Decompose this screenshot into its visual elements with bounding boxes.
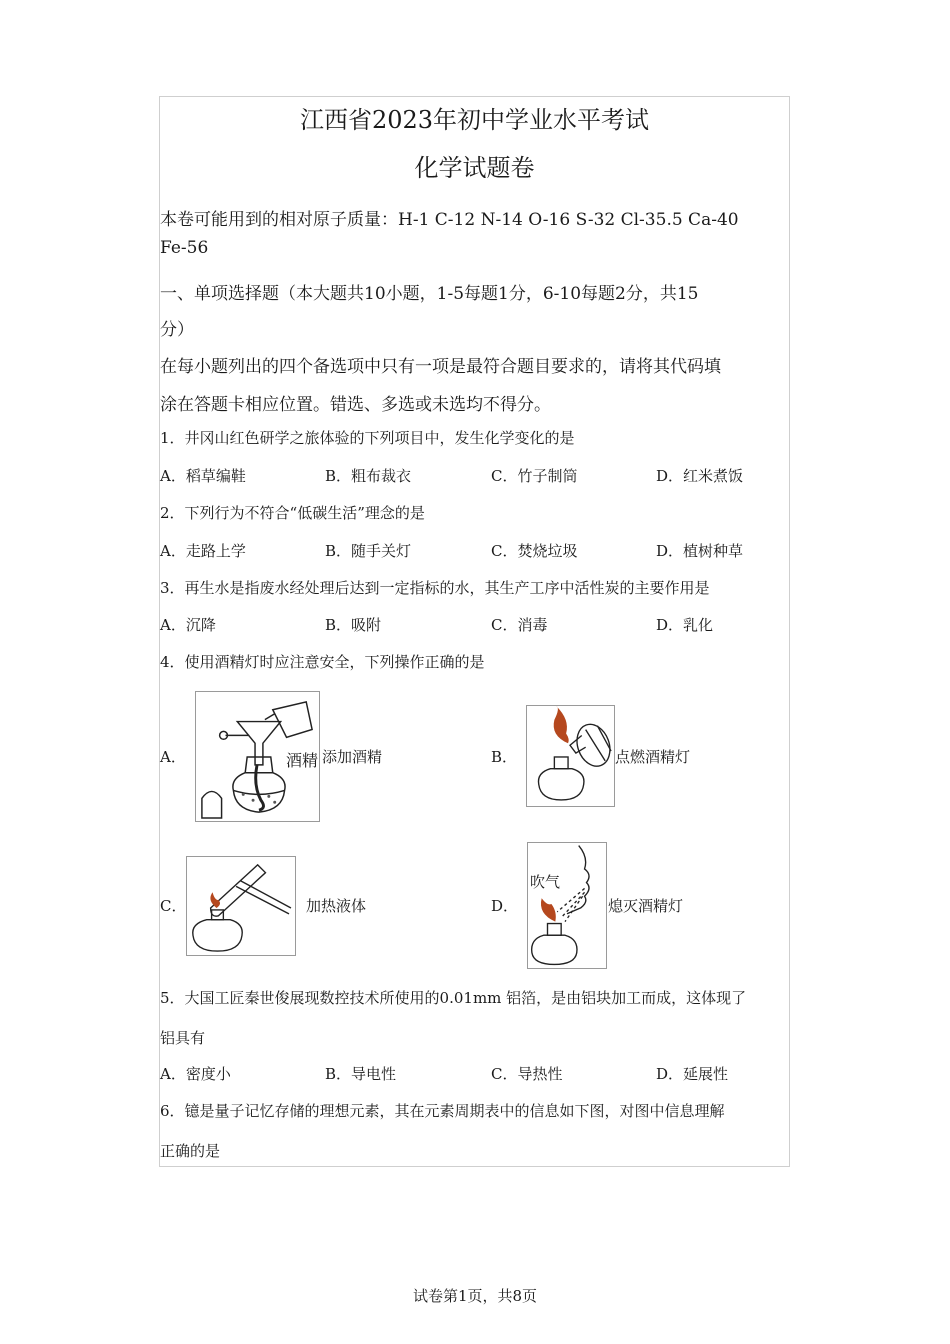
exam-title: 江西省2023年初中学业水平考试 <box>299 106 650 134</box>
question-3-option-a[interactable]: A．沉降 <box>160 616 216 634</box>
atomic-mass-line-1: 本卷可能用到的相对原子质量：H-1 C-12 N-14 O-16 S-32 Cl-35.5 Ca-40 <box>160 210 739 230</box>
section-heading-line-1: 一、单项选择题（本大题共10小题，1-5每题1分，6-10每题2分，共15 <box>160 284 699 304</box>
extinguish-lamp-figure <box>527 842 607 969</box>
flame-shape <box>541 898 556 921</box>
question-1-option-a[interactable]: A．稻草编鞋 <box>160 467 246 485</box>
question-4-option-a-letter[interactable]: A． <box>160 748 186 766</box>
question-3-option-c[interactable]: C．消毒 <box>491 616 548 634</box>
question-4-option-c-letter[interactable]: C． <box>160 897 187 915</box>
light-lamp-figure <box>526 705 615 807</box>
question-4-option-b-letter[interactable]: B． <box>491 748 518 766</box>
question-6-stem-line-2: 正确的是 <box>160 1142 221 1160</box>
question-5-option-d[interactable]: D．延展性 <box>656 1065 729 1083</box>
question-4-option-c-caption: 加热液体 <box>306 897 367 915</box>
question-5-stem-line-1: 5．大国工匠秦世俊展现数控技术所使用的0.01mm 铝箔，是由铝块加工而成，这体现了 <box>160 989 747 1007</box>
heat-liquid-illustration <box>187 857 295 955</box>
question-2-option-b[interactable]: B．随手关灯 <box>325 542 412 560</box>
question-4-option-b-caption: 点燃酒精灯 <box>615 748 691 766</box>
question-1-option-b[interactable]: B．粗布裁衣 <box>325 467 412 485</box>
question-1-stem: 1．井冈山红色研学之旅体验的下列项目中，发生化学变化的是 <box>160 429 575 447</box>
heat-liquid-figure <box>186 856 296 956</box>
flame-shape <box>554 706 569 743</box>
atomic-mass-line-2: Fe-56 <box>160 238 209 258</box>
exam-subtitle: 化学试题卷 <box>414 154 535 182</box>
question-1-option-d[interactable]: D．红米煮饭 <box>656 467 744 485</box>
question-4-option-d-letter[interactable]: D． <box>491 897 519 915</box>
question-6-stem-line-1: 6．镱是量子记忆存储的理想元素，其在元素周期表中的信息如下图，对图中信息理解 <box>160 1102 725 1120</box>
question-4-option-d-caption: 熄灭酒精灯 <box>608 897 684 915</box>
question-4-stem: 4．使用酒精灯时应注意安全，下列操作正确的是 <box>160 653 485 671</box>
question-5-stem-line-2: 铝具有 <box>160 1029 206 1047</box>
question-2-option-c[interactable]: C．焚烧垃圾 <box>491 542 578 560</box>
question-2-option-d[interactable]: D．植树种草 <box>656 542 744 560</box>
question-1-option-c[interactable]: C．竹子制筒 <box>491 467 578 485</box>
question-2-stem: 2．下列行为不符合“低碳生活”理念的是 <box>160 504 425 522</box>
add-alcohol-figure <box>195 691 320 822</box>
blow-label: 吹气 <box>530 873 561 891</box>
question-2-option-a[interactable]: A．走路上学 <box>160 542 246 560</box>
alcohol-label: 酒精 <box>286 751 319 770</box>
section-heading-line-2: 分） <box>160 320 194 340</box>
question-5-option-b[interactable]: B．导电性 <box>325 1065 397 1083</box>
extinguish-lamp-illustration <box>528 843 606 968</box>
question-3-option-d[interactable]: D．乳化 <box>656 616 714 634</box>
question-5-option-c[interactable]: C．导热性 <box>491 1065 563 1083</box>
question-3-option-b[interactable]: B．吸附 <box>325 616 382 634</box>
question-3-stem: 3．再生水是指废水经处理后达到一定指标的水，其生产工序中活性炭的主要作用是 <box>160 579 710 597</box>
question-5-option-a[interactable]: A．密度小 <box>160 1065 231 1083</box>
page-footer: 试卷第1页，共8页 <box>412 1287 538 1305</box>
section-instructions-line-2: 涂在答题卡相应位置。错选、多选或未选均不得分。 <box>160 395 551 415</box>
light-lamp-illustration <box>527 706 614 806</box>
question-4-option-a-caption: 添加酒精 <box>322 748 383 766</box>
section-instructions-line-1: 在每小题列出的四个备选项中只有一项是最符合题目要求的，请将其代码填 <box>160 357 721 377</box>
